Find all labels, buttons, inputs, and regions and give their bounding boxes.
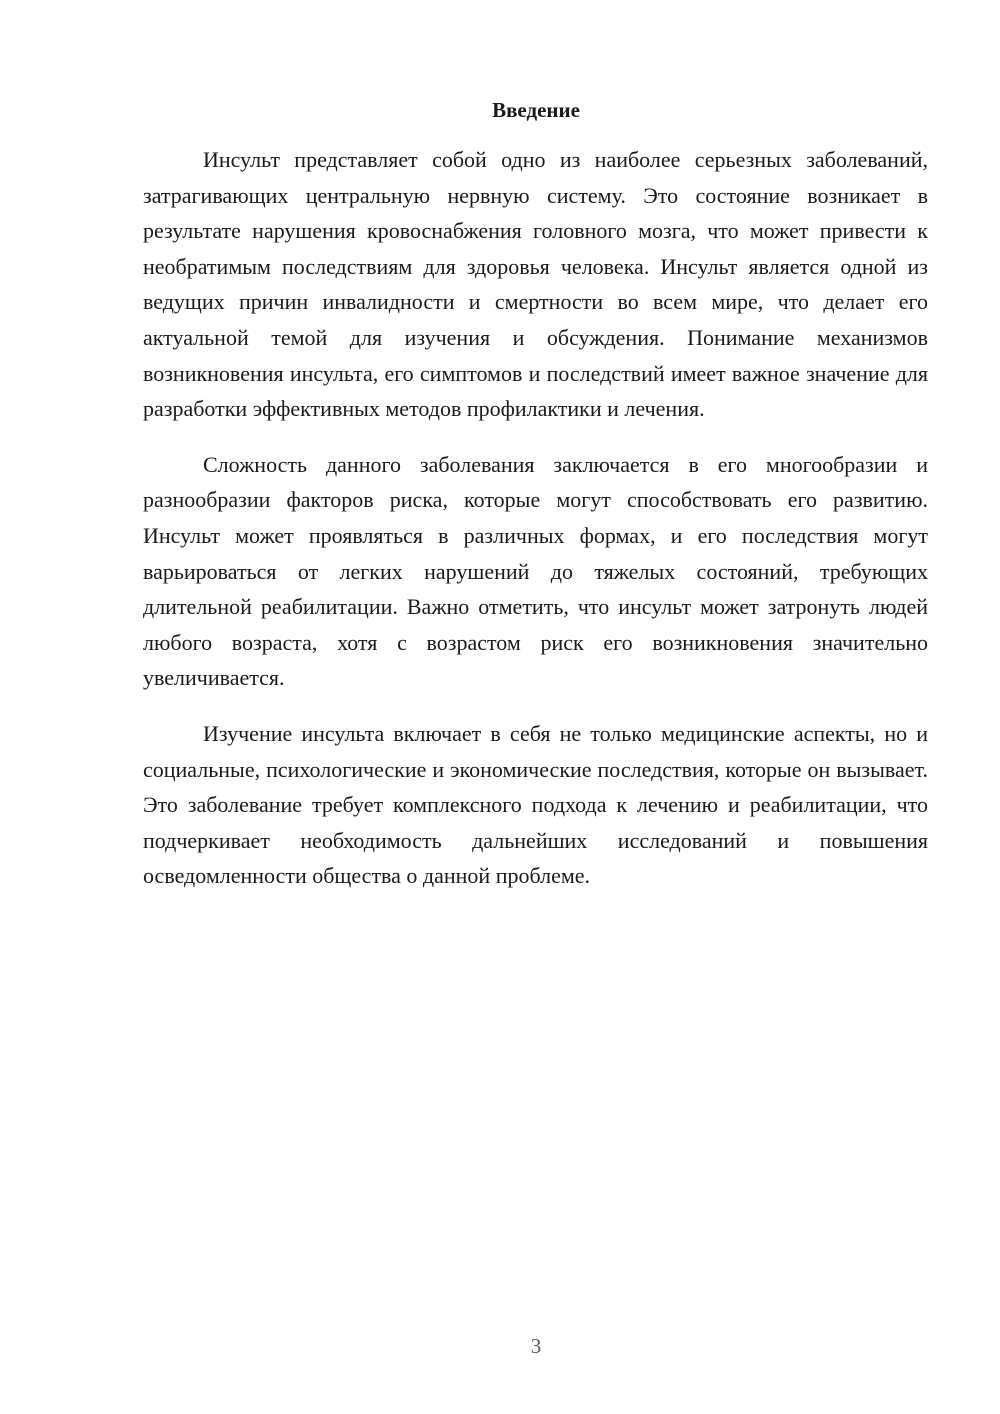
paragraph-3: Изучение инсульта включает в себя не только медицинские аспекты, но и социальные, психологические и экономические последствия, которые он вызывает. Это заболевание требует комплексного подхода к лечению и реабилитации, что подчеркивает необходимость дальнейших исследований и повышения осведомленности общества о данной проблеме. (143, 720, 928, 889)
paragraph-2: Сложность данного заболевания заключается в его многообразии и разнообразии факторов риска, которые могут способствовать его развитию. Инсульт может проявляться в различных формах, и его последствия могут варьироваться от легких нарушений до тяжелых состояний, требующих длительной реабилитации. Важно отметить, что инсульт может затронуть людей любого возраста, хотя с возрастом риск его возникновения значительно увеличивается. (143, 451, 928, 691)
page-number: 3 (530, 1334, 542, 1358)
paragraph-1: Инсульт представляет собой одно из наиболее серьезных заболеваний, затрагивающих центральную нервную систему. Это состояние возникает в результате нарушения кровоснабжения головного мозга, что может привести к необратимым последствиям для здоровья человека. Инсульт является одной из ведущих причин инвалидности и смертности во всем мире, что делает его актуальной темой для изучения и обсуждения. Понимание механизмов возникновения инсульта, его симптомов и последствий имеет важное значение для разработки эффективных методов профилактики и лечения. (143, 147, 928, 422)
body-text (143, 142, 928, 894)
section-heading: Введение (492, 98, 580, 122)
